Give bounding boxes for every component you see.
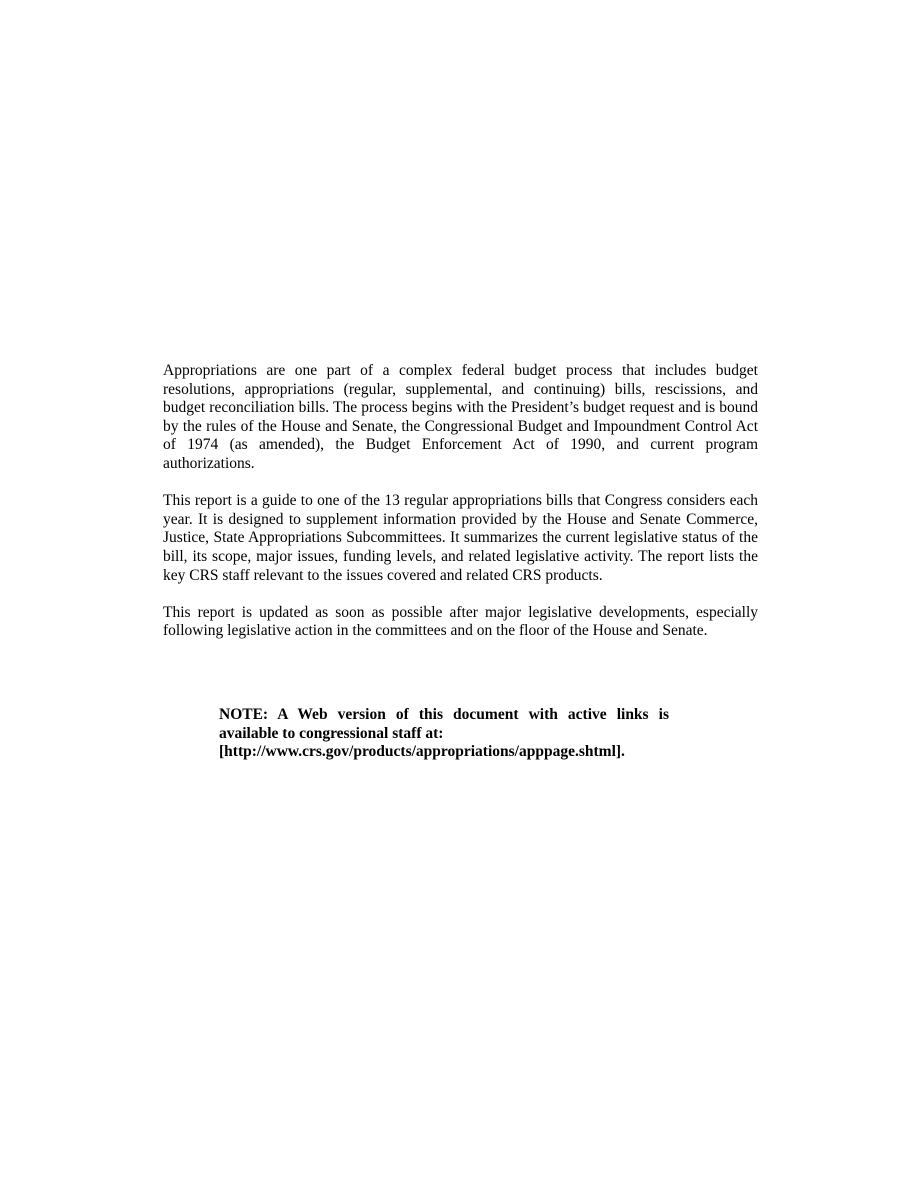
summary-text <box>163 362 758 660</box>
paragraph-appropriations-process: Appropriations are one part of a complex federal budget process that includes budget resolutions, appropriations (regular, supplemental, and continuing) bills, rescissions, and budget reconciliation bills. The process begins with the President’s budget request and is bound by the rules of the House and Senate, the Congressional Budget and Impoundment Control Act of 1974 (as amended), the Budget Enforcement Act of 1990, and current program authorizations. <box>163 362 758 472</box>
web-version-note <box>219 706 669 762</box>
paragraph-report-guide: This report is a guide to one of the 13 regular appropriations bills that Congress considers each year. It is designed to supplement information provided by the House and Senate Commerce, Justice, State Appropriations Subcommittees. It summarizes the current legislative status of the bill, its scope, major issues, funding levels, and related legislative activity. The report lists the key CRS staff relevant to the issues covered and related CRS products. <box>163 492 758 584</box>
paragraph-update-policy: This report is updated as soon as possible after major legislative developments, especially following legislative action in the committees and on the floor of the House and Senate. <box>163 603 758 640</box>
note-line-1: NOTE: A Web version of this document with active links is <box>219 706 669 723</box>
note-url[interactable]: [http://www.crs.gov/products/appropriations/apppage.shtml]. <box>219 743 625 761</box>
note-line-2: available to congressional staff at: <box>219 724 444 742</box>
